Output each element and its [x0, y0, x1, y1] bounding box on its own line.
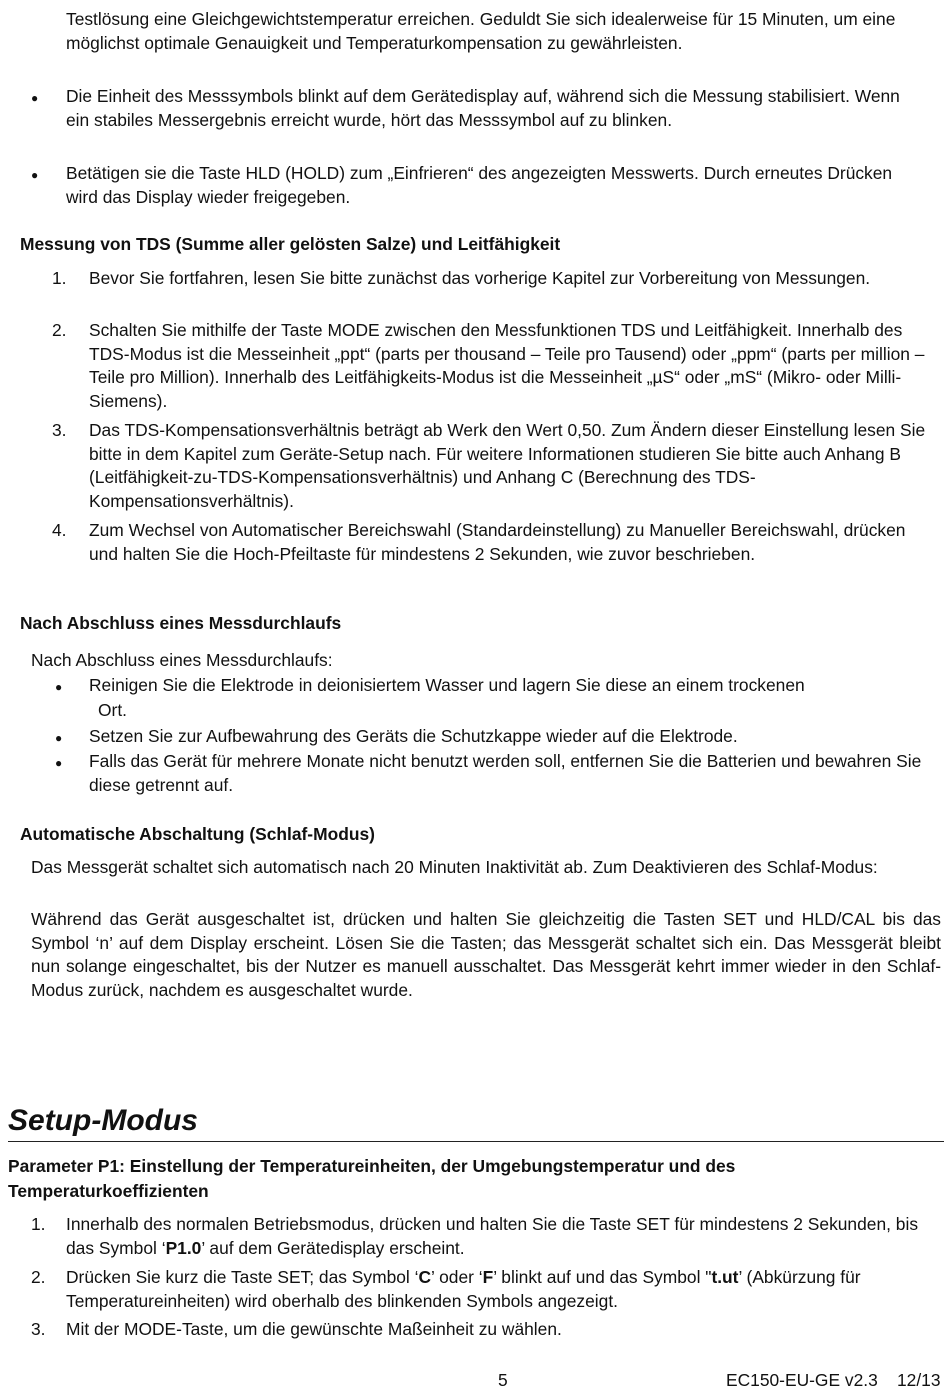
after-intro: Nach Abschluss eines Messdurchlaufs:: [31, 650, 333, 670]
intro-bullet-1: Die Einheit des Messsymbols blinkt auf dem Gerätedisplay auf, während sich die Messung stabilisiert. Wenn ein stabiles Messergebnis erreicht wurde, hört das Messsymbol auf zu blinken.: [66, 86, 900, 130]
bullet-icon: ●: [55, 731, 63, 745]
tds-item-4: Zum Wechsel von Automatischer Bereichswahl (Standardeinstellung) zu Manueller Bereichswahl, drücken und halten Sie die Hoch-Pfeiltaste für mindestens 2 Sekunden, wie zuvor beschrieben.: [89, 520, 906, 564]
list-number: 3.: [52, 420, 67, 440]
list-number: 1.: [31, 1214, 46, 1234]
bullet-icon: ●: [55, 680, 63, 694]
intro-bullet-2: Betätigen sie die Taste HLD (HOLD) zum „Einfrieren“ des angezeigten Messwerts. Durch erneutes Drücken wird das Display wieder freigegeben.: [66, 163, 893, 207]
after-bullet-1-cont: Ort.: [98, 700, 127, 720]
sleep-paragraph-2: Während das Gerät ausgeschaltet ist, drücken und halten Sie gleichzeitig die Tasten SET und HLD/CAL bis das Symbol ‘n’ auf dem Display erscheint. Lösen Sie die Tasten; das Messgerät schaltet sich ein. Das Messgerät bleibt nun solange eingeschaltet, bis der Nutzer es manuell ausschaltet. Das Messgerät kehrt immer wieder in den Schlaf-Modus zurück, nachdem es ausgeschaltet wurde.: [31, 909, 941, 1000]
after-bullet-2: Setzen Sie zur Aufbewahrung des Geräts die Schutzkappe wieder auf die Elektrode.: [89, 726, 738, 746]
tds-item-3: Das TDS-Kompensationsverhältnis beträgt ab Werk den Wert 0,50. Zum Ändern dieser Einstellung lesen Sie bitte in dem Kapitel zum Geräte-Setup nach. Für weitere Informationen studieren Sie bitte auch Anhang B (Leitfähigkeit-zu-TDS-Kompensationsverhältnis) und Anhang C (Berechnung des TDS-Kompensationsverhältnis).: [89, 420, 926, 511]
after-bullet-1: Reinigen Sie die Elektrode in deionisiertem Wasser und lagern Sie diese an einem trockenen: [89, 675, 805, 695]
list-number: 2.: [52, 320, 67, 340]
bullet-icon: ●: [31, 168, 39, 182]
param-p1-heading: Parameter P1: Einstellung der Temperatureinheiten, der Umgebungstemperatur und des Temperaturkoeffizienten: [8, 1156, 736, 1201]
sleep-paragraph-1: Das Messgerät schaltet sich automatisch nach 20 Minuten Inaktivität ab. Zum Deaktivieren des Schlaf-Modus:: [31, 857, 878, 877]
list-number: 3.: [31, 1319, 46, 1339]
tds-heading: Messung von TDS (Summe aller gelösten Salze) und Leitfähigkeit: [20, 234, 561, 254]
setup-title: Setup-Modus: [8, 1103, 944, 1142]
list-number: 1.: [52, 268, 67, 288]
sleep-heading: Automatische Abschaltung (Schlaf-Modus): [20, 824, 375, 844]
tds-item-1: Bevor Sie fortfahren, lesen Sie bitte zunächst das vorherige Kapitel zur Vorbereitung von Messungen.: [89, 268, 871, 288]
page-number: 5: [498, 1370, 508, 1390]
after-bullet-3: Falls das Gerät für mehrere Monate nicht benutzt werden soll, entfernen Sie die Batterien und bewahren Sie diese getrennt auf.: [89, 751, 922, 795]
intro-paragraph: Testlösung eine Gleichgewichtstemperatur erreichen. Geduldt Sie sich idealerweise für 15 Minuten, um eine möglichst optimale Genauigkeit und Temperaturkompensation zu gewährleisten.: [66, 9, 896, 53]
list-number: 2.: [31, 1267, 46, 1287]
setup-step-1: Innerhalb des normalen Betriebsmodus, drücken und halten Sie die Taste SET für mindestens 2 Sekunden, bis das Symbol ‘P1.0’ auf dem Gerätedisplay erscheint.: [66, 1214, 919, 1258]
after-heading: Nach Abschluss eines Messdurchlaufs: [20, 613, 342, 633]
setup-step-3: Mit der MODE-Taste, um die gewünschte Maßeinheit zu wählen.: [66, 1319, 562, 1339]
setup-step-2: Drücken Sie kurz die Taste SET; das Symbol ‘C’ oder ‘F’ blinkt auf und das Symbol "t.ut’ (Abkürzung für Temperatureinheiten) wird oberhalb des blinkenden Symbols angezeigt.: [66, 1267, 861, 1311]
bullet-icon: ●: [31, 91, 39, 105]
document-date: 12/13: [897, 1370, 941, 1390]
document-id: EC150-EU-GE v2.3: [726, 1370, 878, 1390]
bullet-icon: ●: [55, 756, 63, 770]
list-number: 4.: [52, 520, 67, 540]
tds-item-2: Schalten Sie mithilfe der Taste MODE zwischen den Messfunktionen TDS und Leitfähigkeit. Innerhalb des TDS-Modus ist die Messeinheit „ppt“ (parts per thousand – Teile pro Tausend) oder „ppm“ (parts per million – Teile pro Million). Innerhalb des Leitfähigkeits-Modus ist die Messeinheit „µS“ oder „mS“ (Mikro- oder Milli-Siemens).: [89, 320, 925, 411]
